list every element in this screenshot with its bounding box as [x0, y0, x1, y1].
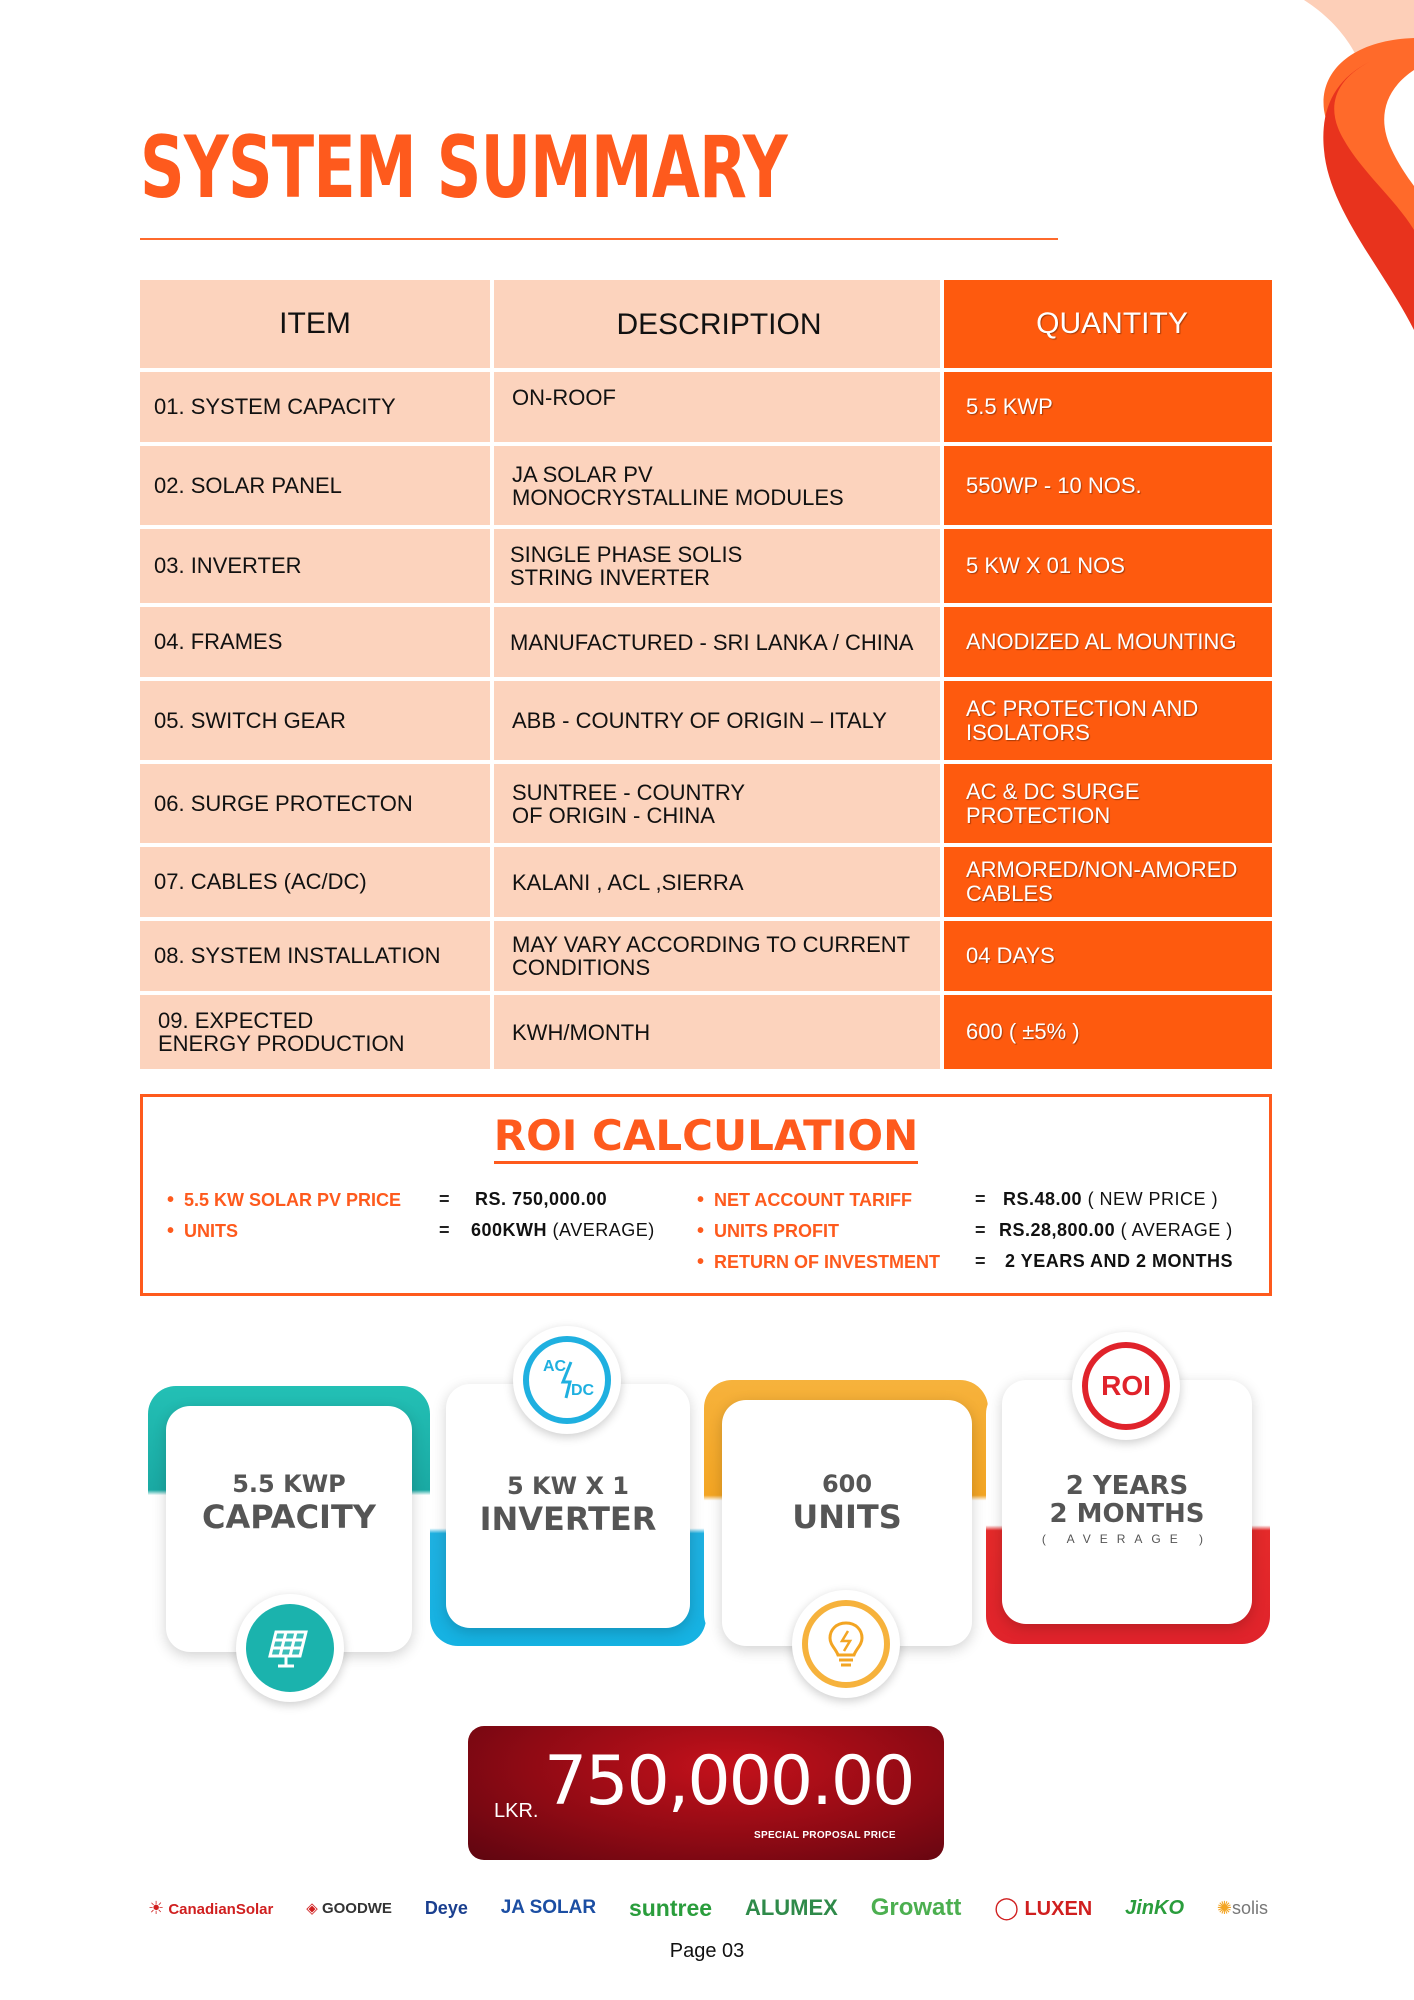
ac-dc-icon — [523, 1336, 611, 1424]
roi-equals: = — [975, 1189, 986, 1209]
row-quantity: ARMORED/NON-AMORED CABLES — [944, 847, 1272, 917]
roi-value: RS.28,800.00 ( AVERAGE ) — [999, 1220, 1233, 1240]
row-description: MANUFACTURED - SRI LANKA / CHINA — [494, 607, 940, 677]
row-item: 05. SWITCH GEAR — [140, 681, 490, 760]
deye-logo: Deye — [424, 1897, 468, 1918]
lightbulb-icon — [802, 1600, 890, 1688]
solar-panel-icon — [246, 1604, 334, 1692]
roi-label-text: 5.5 KW SOLAR PV PRICE — [184, 1190, 402, 1210]
canadiansolar-logo: ☀ CanadianSolar — [148, 1897, 274, 1918]
row-item: 09. EXPECTED ENERGY PRODUCTION — [140, 995, 490, 1069]
roi-label: • NET ACCOUNT TARIFF — [697, 1189, 912, 1211]
roi-value: RS. 750,000.00 — [475, 1189, 608, 1209]
solis-logo: ✺solis — [1216, 1897, 1268, 1918]
row-quantity: 5 KW X 01 NOS — [944, 529, 1272, 603]
row-item: 04. FRAMES — [140, 607, 490, 677]
page-title: SYSTEM SUMMARY — [140, 118, 787, 218]
row-quantity: 5.5 KWP — [944, 372, 1272, 442]
roi-label: • RETURN OF INVESTMENT — [697, 1251, 941, 1273]
roi-title: ROI CALCULATION — [494, 1111, 918, 1164]
title-divider — [140, 238, 1058, 240]
roi-equals: = — [975, 1220, 986, 1240]
roi-average-note: ( AVERAGE ) — [1041, 1532, 1213, 1546]
table-row — [140, 764, 1272, 843]
goodwe-logo: ◈ GOODWE — [306, 1900, 392, 1917]
row-description: KWH/MONTH — [494, 995, 940, 1069]
roi-value: 2 YEARS AND 2 MONTHS — [1005, 1251, 1234, 1271]
suntree-logo: suntree — [628, 1894, 713, 1921]
jasolar-logo: JA SOLAR — [500, 1897, 597, 1918]
row-item: 02. SOLAR PANEL — [140, 446, 490, 525]
page-number: Page 03 — [669, 1940, 745, 1962]
table-row — [140, 921, 1272, 991]
roi-value: 600KWH (AVERAGE) — [471, 1220, 655, 1240]
row-item: 07. CABLES (AC/DC) — [140, 847, 490, 917]
roi-label: • 5.5 KW SOLAR PV PRICE — [167, 1189, 402, 1211]
row-item: 08. SYSTEM INSTALLATION — [140, 921, 490, 991]
row-quantity: 550WP - 10 NOS. — [944, 446, 1272, 525]
header-description: DESCRIPTION — [494, 280, 940, 368]
row-item: 06. SURGE PROTECTON — [140, 764, 490, 843]
row-description: ON-ROOF — [494, 372, 940, 442]
row-description: SINGLE PHASE SOLIS STRING INVERTER — [494, 529, 940, 603]
roi-equals: = — [439, 1220, 450, 1240]
table-row — [140, 681, 1272, 760]
table-row — [140, 446, 1272, 525]
roi-label: • UNITS — [167, 1220, 239, 1242]
table-row — [140, 529, 1272, 603]
row-quantity: 600 ( ±5% ) — [944, 995, 1272, 1069]
row-item: 01. SYSTEM CAPACITY — [140, 372, 490, 442]
roi-label-text: RETURN OF INVESTMENT — [714, 1252, 941, 1272]
roi-equals: = — [975, 1251, 986, 1271]
header-item: ITEM — [140, 280, 490, 368]
table-row — [140, 995, 1272, 1069]
price-note: SPECIAL PROPOSAL PRICE — [754, 1830, 896, 1841]
jinko-logo: JinKO — [1125, 1896, 1185, 1919]
luxen-logo: ◯ LUXEN — [994, 1895, 1093, 1920]
roi-icon-label: ROI — [1101, 1370, 1151, 1401]
price-badge — [468, 1726, 944, 1860]
roi-equals: = — [439, 1189, 450, 1209]
units-value: 600 — [821, 1470, 873, 1498]
system-summary-table — [140, 280, 1272, 1073]
capacity-label: CAPACITY — [202, 1498, 376, 1536]
header-quantity: QUANTITY — [944, 280, 1272, 368]
roi-label-text: UNITS PROFIT — [714, 1221, 840, 1241]
inverter-label: INVERTER — [479, 1500, 657, 1538]
table-row — [140, 607, 1272, 677]
dc-label: DC — [571, 1382, 595, 1399]
table-header-row — [140, 280, 1272, 368]
row-item: 03. INVERTER — [140, 529, 490, 603]
table-row — [140, 372, 1272, 442]
row-description: ABB - COUNTRY OF ORIGIN – ITALY — [494, 681, 940, 760]
roi-calculation-box — [140, 1094, 1272, 1296]
ac-label: AC — [543, 1358, 567, 1375]
roi-label: • UNITS PROFIT — [697, 1220, 840, 1242]
row-description: MAY VARY ACCORDING TO CURRENT CONDITIONS — [494, 921, 940, 991]
price-currency: LKR. — [494, 1800, 539, 1822]
table-row — [140, 847, 1272, 917]
roi-label-text: NET ACCOUNT TARIFF — [714, 1190, 912, 1210]
inverter-value: 5 KW X 1 — [506, 1472, 630, 1500]
alumex-logo: ALUMEX — [744, 1895, 838, 1920]
row-description: KALANI , ACL ,SIERRA — [494, 847, 940, 917]
row-quantity: ANODIZED AL MOUNTING — [944, 607, 1272, 677]
roi-months: 2 MONTHS — [1049, 1499, 1205, 1529]
capacity-value: 5.5 KWP — [232, 1470, 346, 1498]
growatt-logo: Growatt — [870, 1894, 962, 1921]
roi-value: RS.48.00 ( NEW PRICE ) — [1003, 1189, 1219, 1209]
row-quantity: AC PROTECTION AND ISOLATORS — [944, 681, 1272, 760]
row-quantity: AC & DC SURGE PROTECTION — [944, 764, 1272, 843]
roi-label-text: UNITS — [184, 1221, 239, 1241]
roi-years: 2 YEARS — [1065, 1471, 1189, 1501]
units-label: UNITS — [792, 1498, 902, 1536]
price-amount: 750,000.00 — [544, 1742, 914, 1821]
row-quantity: 04 DAYS — [944, 921, 1272, 991]
row-description: JA SOLAR PV MONOCRYSTALLINE MODULES — [494, 446, 940, 525]
roi-icon — [1082, 1342, 1170, 1430]
brand-logos — [148, 1888, 1268, 1928]
row-description: SUNTREE - COUNTRY OF ORIGIN - CHINA — [494, 764, 940, 843]
